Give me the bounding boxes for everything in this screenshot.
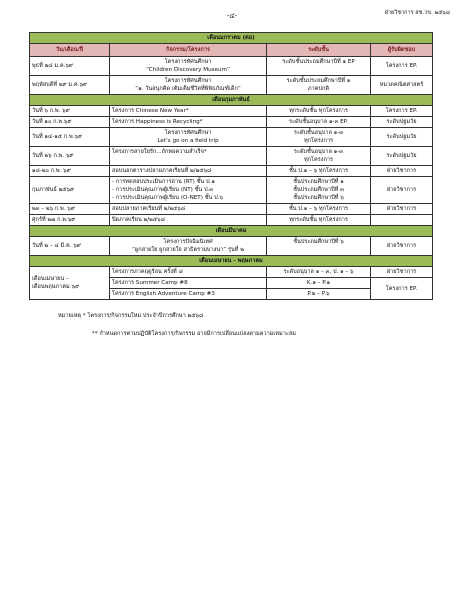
owner-cell: โครงการ EP. — [371, 106, 433, 117]
date-cell: วันที่ ๒๖ ก.พ. ๖๙ — [30, 147, 110, 166]
date-cell: พุธที่ ๒๘ ม.ค.๖๙ — [30, 57, 110, 76]
level-cell-line: ระดับชั้นอนุบาล ๑-๓ — [293, 130, 344, 136]
level-cell-line: ชั้นประถมศึกษาปีที่ ๑ — [293, 179, 344, 185]
month-header: เดือนมีนาคม — [30, 226, 433, 237]
activity-cell — [110, 117, 267, 128]
owner-cell: ระดับปฐมวัย — [371, 117, 433, 128]
col-date: วัน/เดือน/ปี — [30, 44, 110, 57]
owner-cell: ฝ่ายวิชาการ — [371, 177, 433, 204]
activity-cell — [110, 237, 267, 256]
table-row — [30, 128, 433, 147]
activity-cell-line: - การทดสอบประเมินการอ่าน (RT) ชั้น ป.๑ — [112, 179, 215, 185]
table-row — [30, 215, 433, 226]
level-cell-line: ระดับชั้นอนุบาล ๑-๓ EP. — [289, 119, 348, 125]
table-row — [30, 76, 433, 95]
level-cell — [267, 237, 371, 256]
level-cell — [267, 57, 371, 76]
activity-cell-line: สอบปลายภาคเรียนที่ ๒/๒๕๖๘ — [112, 206, 186, 212]
col-owner: ผู้รับผิดชอบ — [371, 44, 433, 57]
activity-cell-line: “Children Discovery Museum” — [146, 67, 230, 73]
level-cell — [267, 76, 371, 95]
activity-cell: โครงการภาคฤดูร้อน ครั้งที่ ๘ — [110, 267, 267, 278]
activity-cell: โครงการ Summer Camp #8 — [110, 278, 267, 289]
level-cell-line: ทุกโครงการ — [303, 157, 334, 163]
activity-cell-line: โครงการสายใยรัก...ถักทอความสำเร็จ* — [112, 149, 207, 155]
activity-cell-line: Let’s go on a field trip — [157, 138, 219, 144]
month-header: เดือนเมษายน - พฤษภาคม — [30, 256, 433, 267]
activity-cell-line: โครงการทัศนศึกษา — [164, 78, 212, 84]
table-row — [30, 57, 433, 76]
date-cell: พฤหัสบดีที่ ๒๙ ม.ค.๖๙ — [30, 76, 110, 95]
activity-cell-line: ปิดภาคเรียน ๒/๒๕๖๘ — [112, 217, 165, 223]
level-cell — [267, 177, 371, 204]
level-cell — [267, 106, 371, 117]
level-cell — [267, 117, 371, 128]
month-header: เดือนมกราคม (ต่อ) — [30, 33, 433, 44]
level-cell-line: ชั้นประถมศึกษาปีที่ ๓ — [293, 187, 344, 193]
level-cell-line: ทุกระดับชั้น ทุกโครงการ — [289, 108, 348, 114]
owner-cell: หมวดคณิตศาสตร์ — [371, 76, 433, 95]
level-cell: P.๒ – P.๖ — [267, 289, 371, 300]
level-cell-line: ทุกระดับชั้น ทุกโครงการ — [289, 217, 348, 223]
date-cell-line: เดือนเมษายน – — [32, 276, 69, 282]
column-header-row — [30, 44, 433, 57]
table-row — [30, 106, 433, 117]
table-row — [30, 237, 433, 256]
table-row — [30, 204, 433, 215]
owner-cell: ระดับปฐมวัย — [371, 128, 433, 147]
page-number: -๔- — [226, 12, 238, 20]
activity-cell — [110, 128, 267, 147]
table-row — [30, 166, 433, 177]
level-cell-line: ทุกโครงการ — [303, 138, 334, 144]
activity-cell — [110, 166, 267, 177]
level-cell-line: ระดับชั้นประถมศึกษาปีที่ ๑ — [286, 78, 351, 84]
activity-cell-line: โครงการ Happiness is Recycling* — [112, 119, 203, 125]
level-cell — [267, 147, 371, 166]
activity-cell — [110, 177, 267, 204]
level-cell-line: ภาคปกติ — [307, 86, 330, 92]
date-cell — [30, 267, 110, 300]
date-cell: ๑๘-๒๐ ก.พ. ๖๙ — [30, 166, 110, 177]
table-row — [30, 177, 433, 204]
date-cell: วันที่ ๖ ก.พ. ๖๙ — [30, 106, 110, 117]
owner-cell: ระดับปฐมวัย — [371, 147, 433, 166]
level-cell — [267, 166, 371, 177]
owner-cell: โครงการ EP. — [371, 278, 433, 300]
table-row — [30, 147, 433, 166]
col-level: ระดับชั้น — [267, 44, 371, 57]
date-cell-line: เดือนพฤษภาคม ๖๙ — [32, 284, 80, 290]
owner-cell — [371, 215, 433, 226]
activity-cell — [110, 106, 267, 117]
activity-cell-line: โครงการ Chinese New Year* — [112, 108, 189, 114]
activity-cell — [110, 57, 267, 76]
level-cell-line: ระดับชั้นประถมศึกษาปีที่ ๑ EP — [282, 59, 355, 65]
col-activity: กิจกรรม/โครงการ — [110, 44, 267, 57]
activity-cell — [110, 76, 267, 95]
activity-cell-line: โครงการทัศนศึกษา — [164, 130, 212, 136]
header-department: ฝ่ายวิชาการ สช.วข. ๒๕๖๘ — [384, 10, 450, 16]
activity-cell-line: “๑. วันสนุกคิด เติมเต็มชีวิตที่พิพิธภัณฑ์เด็ก” — [135, 86, 241, 92]
date-cell: วันที่ ๑๔-๑๕ ก.พ.๖๙ — [30, 128, 110, 147]
note-new-project: หมายเหตุ * โครงการ/กิจกรรมใหม่ ประจำปีการศึกษา ๒๕๖๘ — [58, 313, 204, 319]
activity-cell-line: สอบนอกตารางปลายภาคเรียนที่ ๒/๒๕๖๘ — [112, 168, 212, 174]
date-cell: วันที่ ๒ – ๔ มี.ค. ๖๙ — [30, 237, 110, 256]
activity-cell-line: “ผูกสายใย ผูกสายใจ สาธิตรามบางนา” รุ่นที่ ๒ — [132, 247, 244, 253]
activity-cell — [110, 215, 267, 226]
note-schedule-change: ** กำหนดการตามปฏิบัติโครงการ/กิจกรรม อาจมีการเปลี่ยนแปลงตามความเหมาะสม — [92, 331, 296, 337]
level-cell-line: ชั้น ป.๑ – ๖ ทุกโครงการ — [288, 168, 349, 174]
owner-cell: ฝ่ายวิชาการ — [371, 204, 433, 215]
level-cell-line: ชั้นประถมศึกษาปีที่ ๖ — [293, 195, 344, 201]
date-cell: วันที่ ๑๐ ก.พ.๖๙ — [30, 117, 110, 128]
owner-cell: ฝ่ายวิชาการ — [371, 267, 433, 278]
date-cell: กุมภาพันธ์ ๒๕๖๙ — [30, 177, 110, 204]
level-cell-line: ระดับชั้นอนุบาล ๑-๓ — [293, 149, 344, 155]
activity-cell-line: - การประเมินคุณภาพผู้เรียน (O-NET) ชั้น ป.๖ — [112, 195, 223, 201]
level-cell — [267, 128, 371, 147]
month-header: เดือนกุมภาพันธ์ — [30, 95, 433, 106]
level-cell — [267, 204, 371, 215]
date-cell: ศุกร์ที่ ๒๗ ก.พ.๖๙ — [30, 215, 110, 226]
activity-cell-line: - การประเมินคุณภาพผู้เรียน (NT) ชั้น ป.๓ — [112, 187, 214, 193]
calendar-table — [29, 32, 433, 300]
activity-cell: โครงการ English Adventure Camp #3 — [110, 289, 267, 300]
activity-cell-line: โครงการทัศนศึกษา — [164, 59, 212, 65]
level-cell: ระดับอนุบาล ๑ – ๓, ป. ๑ – ๖ — [267, 267, 371, 278]
table-row — [30, 117, 433, 128]
activity-cell-line: โครงการปัจฉิมนิเทศ — [163, 239, 213, 245]
level-cell-line: ชั้น ป.๑ – ๖ ทุกโครงการ — [288, 206, 349, 212]
level-cell — [267, 215, 371, 226]
table-row — [30, 267, 433, 278]
owner-cell: ฝ่ายวิชาการ — [371, 237, 433, 256]
owner-cell: ฝ่ายวิชาการ — [371, 166, 433, 177]
activity-cell — [110, 147, 267, 166]
level-cell: K.๑ – P.๑ — [267, 278, 371, 289]
owner-cell: โครงการ EP. — [371, 57, 433, 76]
activity-cell — [110, 204, 267, 215]
level-cell-line: ชั้นประถมศึกษาปีที่ ๖ — [293, 239, 344, 245]
date-cell: ๒๓ – ๒๖ ก.พ. ๖๙ — [30, 204, 110, 215]
